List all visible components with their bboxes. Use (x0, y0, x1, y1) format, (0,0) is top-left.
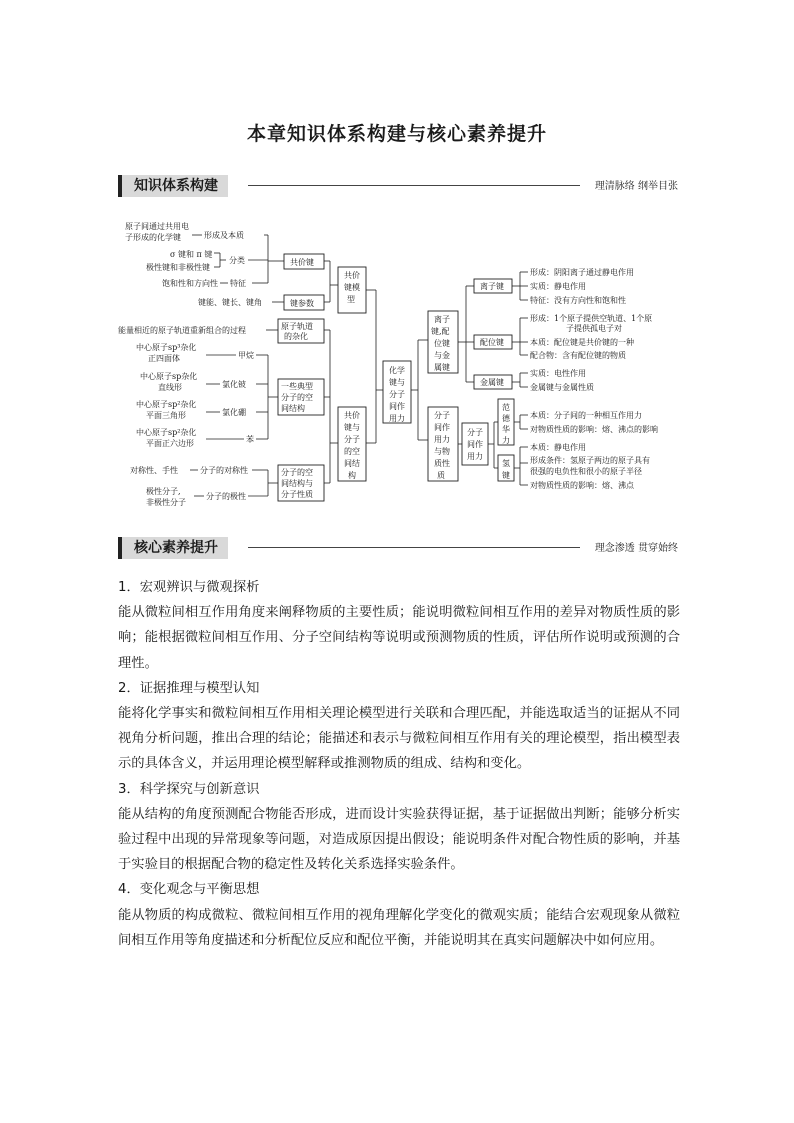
map-text: 分子的对称性 (200, 466, 248, 475)
map-text: 氯化铍 (222, 380, 246, 389)
map-text: 对称性、手性 (130, 466, 178, 475)
map-text: 间作 (389, 402, 405, 411)
map-text: 范 (502, 403, 510, 412)
map-text: 华 (502, 425, 510, 434)
map-text: 位键 (434, 339, 450, 348)
map-text: 中心原子sp杂化 (140, 372, 198, 381)
map-text: 本质：分子间的一种相互作用力 (530, 411, 642, 420)
map-text: 键参数 (290, 299, 314, 308)
map-text: 非极性分子 (146, 498, 186, 507)
map-text: 用力 (389, 414, 405, 423)
map-text: 直线形 (158, 383, 182, 392)
map-text: 分子性质 (281, 490, 313, 499)
map-text: 形成：阴阳离子通过静电作用 (530, 268, 634, 277)
map-text: 间结构 (281, 404, 305, 413)
section-label: 知识体系构建 (118, 175, 228, 197)
map-text: 分子 (467, 428, 483, 437)
map-text: 原子间通过共用电 (125, 222, 189, 231)
literacy-heading: 1．宏观辨识与微观探析 (118, 580, 260, 595)
map-text: 实质：电性作用 (530, 369, 586, 378)
map-text: 间作 (467, 440, 483, 449)
map-text: 特征：没有方向性和饱和性 (530, 296, 626, 305)
map-text: 饱和性和方向性 (162, 279, 218, 288)
map-text: 氢 (502, 459, 510, 468)
map-text: 形成：1个原子提供空轨道、1个原 (530, 314, 653, 323)
map-text: 的空 (344, 447, 360, 456)
map-text: 实质：静电作用 (530, 282, 586, 291)
section-label: 核心素养提升 (118, 537, 228, 559)
map-text: 氯化硼 (222, 408, 246, 417)
map-text: 与物 (434, 447, 450, 456)
section-header-knowledge (118, 175, 678, 197)
map-text: 金属键与金属性质 (530, 383, 594, 392)
map-text: 特征 (230, 279, 246, 288)
map-text: 离子键 (480, 282, 504, 291)
map-text: 型 (347, 295, 355, 304)
map-text: 分子 (434, 411, 450, 420)
map-text: 子形成的化学键 (125, 233, 181, 242)
map-text: 一些典型 (281, 382, 313, 391)
literacy-paragraph: 能从微粒间相互作用角度来阐释物质的主要性质；能说明微粒间相互作用的差异对物质性质的影响；能根据微粒间相互作用、分子空间结构等说明或预测物质的性质，评估所作说明或预测的合理性。 (118, 605, 680, 671)
section-motto: 理念渗透 贯穿始终 (594, 543, 678, 554)
map-text: 形成条件：氢原子两边的原子具有 (530, 456, 650, 465)
literacy-paragraph: 能从结构的角度预测配合物能否形成，进而设计实验获得证据，基于证据做出判断；能够分析实验过程中出现的异常现象等问题，对造成原因提出假设；能说明条件对配合物性质的影响，并基于实验目的根据配合物的稳定性及转化关系选择实验条件。 (118, 806, 680, 873)
map-text: 分类 (229, 256, 245, 265)
map-text: 本质：静电作用 (530, 443, 586, 452)
map-text: 分子的极性 (206, 492, 246, 501)
page-title: 本章知识体系构建与核心素养提升 (246, 123, 547, 145)
map-text: 间结 (344, 459, 360, 468)
map-text: 间作 (434, 423, 450, 432)
map-text: 共价键 (290, 258, 314, 267)
map-text: 共价 (344, 411, 360, 420)
map-text: 用力 (467, 452, 483, 461)
map-text: 对物质性质的影响：熔、沸点 (530, 481, 634, 490)
map-text: 极性键和非极性键 (146, 263, 210, 272)
map-text: 本质：配位键是共价键的一种 (530, 338, 634, 347)
map-text: 键与 (344, 423, 360, 432)
map-text: 苯 (246, 435, 254, 444)
map-text: 德 (502, 414, 510, 423)
map-text: 子提供孤电子对 (566, 324, 622, 333)
section-motto: 理清脉络 纲举目张 (594, 181, 678, 192)
map-text: 键 (502, 471, 510, 480)
map-text: 形成及本质 (204, 231, 244, 240)
map-text: 构 (348, 471, 356, 480)
divider (248, 547, 580, 548)
map-text: 离子 (434, 315, 450, 324)
literacy-paragraph: 能将化学事实和微粒间相互作用相关理论模型进行关联和合理匹配，并能选取适当的证据从不同视角分析问题，推出合理的结论；能描述和表示与微粒间相互作用有关的理论模型，指出模型表示的具体含义，并运用理论模型解释或推测物质的组成、结构和变化。 (118, 706, 680, 772)
map-text: 间结构与 (281, 479, 313, 488)
map-text: 平面三角形 (146, 411, 186, 420)
map-text: 分子的空 (281, 393, 313, 402)
map-text: 很强的电负性和很小的原子半径 (530, 467, 642, 476)
map-text: 与金 (434, 351, 450, 360)
literacy-heading: 3．科学探究与创新意识 (118, 781, 260, 797)
map-text: 中心原子sp³杂化 (136, 343, 197, 352)
divider (248, 185, 580, 186)
map-text: 金属键 (480, 378, 504, 387)
section-header-literacy (118, 537, 678, 559)
map-text: 极性分子, (146, 487, 181, 496)
map-text: σ 键和 π 键 (170, 250, 213, 259)
map-text: 分子 (389, 390, 405, 399)
literacy-heading: 4．变化观念与平衡思想 (118, 882, 260, 898)
map-text: 质性 (434, 459, 450, 468)
literacy-content (118, 575, 680, 953)
map-text: 键与 (389, 378, 405, 387)
map-text: 分子的空 (281, 468, 313, 477)
map-text: 共价 (344, 271, 360, 280)
literacy-heading: 2．证据推理与模型认知 (118, 680, 260, 696)
map-text: 用力 (434, 435, 450, 444)
map-text: 键能、键长、键角 (198, 298, 262, 307)
map-text: 对物质性质的影响：熔、沸点的影响 (530, 425, 658, 434)
literacy-paragraph: 能从物质的构成微粒、微粒间相互作用的视角理解化学变化的微观实质；能结合宏观现象从微粒间相互作用等角度描述和分析配位反应和配位平衡，并能说明其在真实问题解决中如何应用。 (118, 907, 680, 948)
map-text: 平面正六边形 (146, 439, 194, 448)
map-text: 的杂化 (284, 332, 308, 341)
map-text: 能量相近的原子轨道重新组合的过程 (118, 326, 246, 335)
map-text: 甲烷 (238, 351, 254, 360)
map-text: 键模 (344, 283, 360, 292)
map-text: 化学 (389, 366, 405, 375)
map-text: 属键 (434, 363, 450, 372)
map-text: 中心原子sp²杂化 (136, 400, 197, 409)
map-text: 中心原子sp²杂化 (136, 428, 197, 437)
map-text: 原子轨道 (281, 322, 313, 331)
map-text: 质 (437, 471, 445, 480)
map-text: 正四面体 (148, 354, 180, 363)
knowledge-map (118, 215, 678, 515)
map-text: 分子 (344, 435, 360, 444)
map-text: 配合物：含有配位键的物质 (530, 351, 626, 360)
map-text: 配位键 (480, 338, 504, 347)
map-text: 键,配 (431, 327, 450, 336)
map-text: 力 (502, 436, 510, 445)
